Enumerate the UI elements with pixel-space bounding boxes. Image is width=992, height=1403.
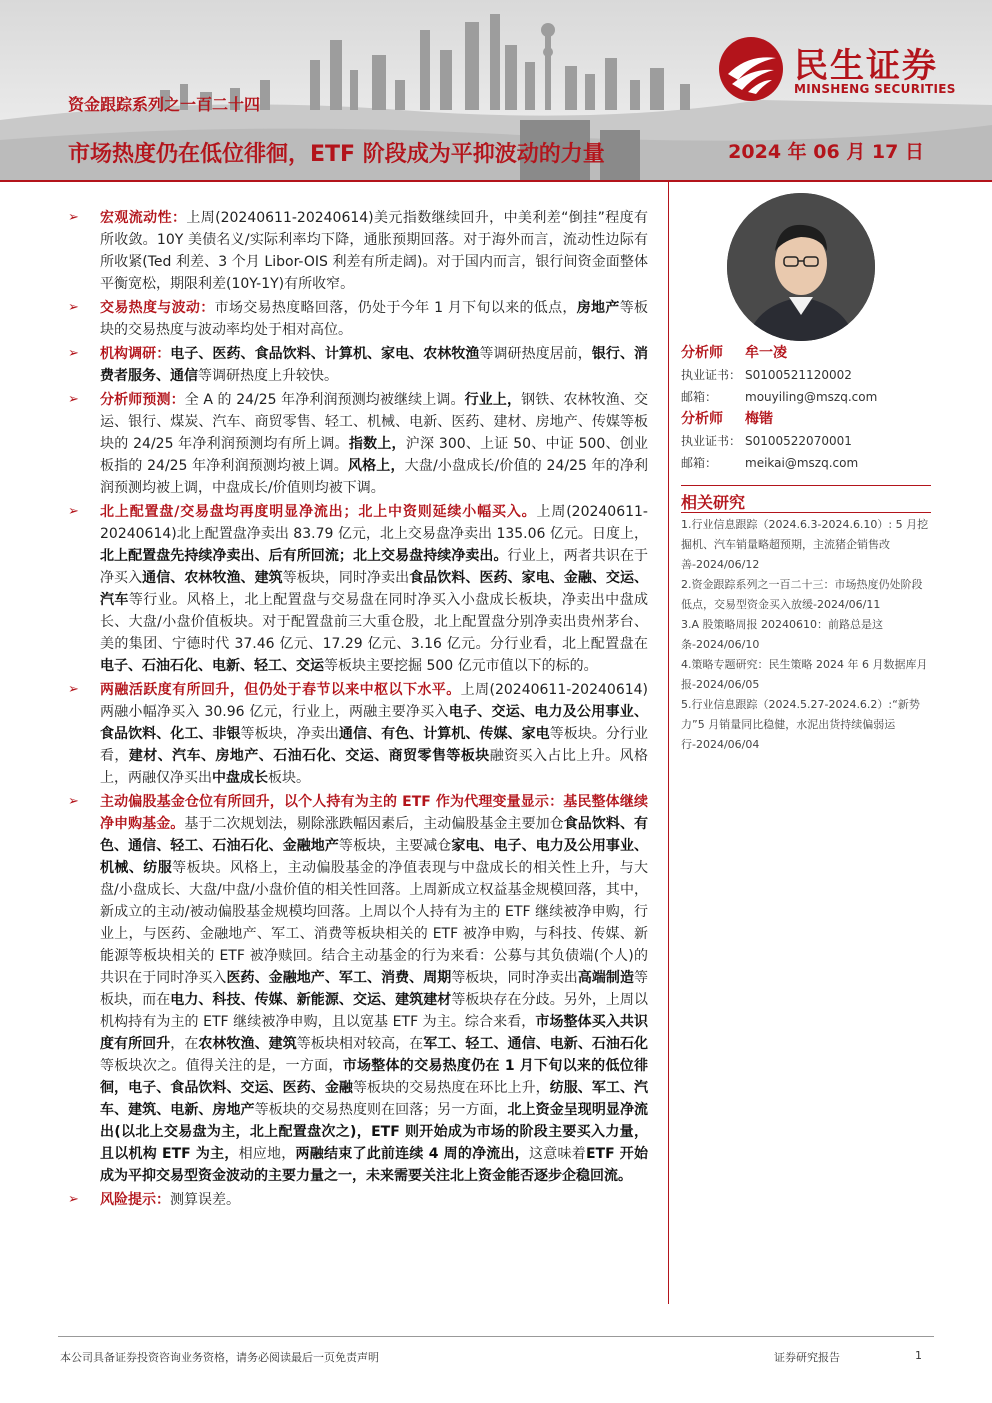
- bullet-risk-warning: ➢ 风险提示：测算误差。: [68, 1189, 648, 1211]
- related-item[interactable]: 2.资金跟踪系列之一百二十三：市场热度仍处阶段低点，交易型资金买入放缓-2024/06/11: [681, 578, 923, 611]
- related-divider-top: [681, 485, 931, 486]
- logo-english-name: MINSHENG SECURITIES: [794, 82, 956, 96]
- report-summary: [68, 207, 648, 1213]
- related-divider-bottom: [681, 512, 931, 513]
- minsheng-logo: [718, 36, 968, 100]
- analyst-2-cert-row: 执业证书： S0100522070001: [681, 434, 852, 448]
- arrow-bullet-icon: ➢: [68, 794, 79, 809]
- bullet-margin-trading: ➢ 两融活跃度有所回升，但仍处于春节以来中枢以下水平。上周(20240611-20240614)两融小幅净买入 30.96 亿元，行业上，两融主要净买入电子、交运、电力及公用事业、食品饮料、化工、非银等板块，净卖出通信、有色、计算机、传媒、家电等板块。分行业看，建材、汽车、房地产、石油石化、交运、商贸零售等板块融资买入占比上升。风格上，两融仅净买出中盘成长板块。: [68, 679, 648, 789]
- bullet-institutional-research: ➢ 机构调研：电子、医药、食品饮料、计算机、家电、农林牧渔等调研热度居前，银行、消费者服务、通信等调研热度上升较快。: [68, 343, 648, 387]
- arrow-bullet-icon: ➢: [68, 392, 79, 407]
- arrow-bullet-icon: ➢: [68, 682, 79, 697]
- analyst-2-email-link[interactable]: meikai@mszq.com: [745, 456, 859, 470]
- arrow-bullet-icon: ➢: [68, 210, 79, 225]
- page-number: 1: [915, 1349, 922, 1362]
- arrow-bullet-icon: ➢: [68, 1192, 79, 1207]
- bullet-analyst-forecast: ➢ 分析师预测：全 A 的 24/25 年净利润预测均被继续上调。行业上，钢铁、农林牧渔、交运、银行、煤炭、汽车、商贸零售、轻工、机械、电新、医药、建材、房地产、传媒等板块的 24/25 年净利润预测均有所上调。指数上，沪深 300、上证 50、中证 500、创业板指的 24/25 年净利润预测均被上调。风格上，大盘/小盘成长/价值的 24/25 年的净利润预测均被上调，中盘成长/价值则均被下调。: [68, 389, 648, 499]
- bullet-active-funds: ➢ 主动偏股基金仓位有所回升，以个人持有为主的 ETF 作为代理变量显示：基民整体继续净申购基金。基于二次规划法，剔除涨跌幅因素后，主动偏股基金主要加仓食品饮料、有色、通信、轻工、石油石化、金融地产等板块，主要减仓家电、电子、电力及公用事业、机械、纺服等板块。风格上，主动偏股基金的净值表现与中盘成长的相关性上升，与大盘/小盘成长、大盘/中盘/小盘价值的相关性回落。上周新成立权益基金规模回落，其中，新成立的主动/被动偏股基金规模均回落。上周以个人持有为主的 ETF 继续被净申购，行业上，与医药、金融地产、军工、消费等板块相关的 ETF 被净申购，与科技、传媒、新能源等板块相关的 ETF 被净赎回。结合主动基金的行为来看：公募与其负债端(个人)的共识在于同时净买入医药、金融地产、军工、消费、周期等板块，同时净卖出高端制造等板块，而在电力、科技、传媒、新能源、交运、建筑建材等板块存在分歧。另外，上周以机构持有为主的 ETF 继续被净申购，且以宽基 ETF 为主。综合来看，市场整体买入共识度有所回升，在农林牧渔、建筑等板块相对较高，在军工、轻工、通信、电新、石油石化等板块次之。值得关注的是，一方面，市场整体的交易热度仍在 1 月下旬以来的低位徘徊，电子、食品饮料、交运、医药、金融等板块的交易热度在环比上升，纺服、军工、汽车、建筑、电新、房地产等板块的交易热度则在回落；另一方面，北上资金呈现明显净流出(以北上交易盘为主，北上配置盘次之)，ETF 则开始成为市场的阶段主要买入力量，且以机构 ETF 为主，相应地，两融结束了此前连续 4 周的净流出，这意味着ETF 开始成为平抑交易型资金波动的主要力量之一，未来需要关注北上资金能否逐步企稳回流。: [68, 791, 648, 1187]
- report-date: 2024 年 06 月 17 日: [728, 141, 924, 163]
- report-series: 资金跟踪系列之一百二十四: [68, 95, 261, 114]
- footer-disclaimer: 本公司具备证券投资咨询业务资格，请务必阅读最后一页免责声明: [60, 1351, 379, 1364]
- report-title: 市场热度仍在低位徘徊，ETF 阶段成为平抑波动的力量: [68, 142, 605, 167]
- analyst-1-cert-row: 执业证书： S0100521120002: [681, 368, 852, 382]
- logo-chinese-name: 民生证券: [794, 46, 938, 86]
- bullet-northbound-flows: ➢ 北上配置盘/交易盘均再度明显净流出；北上中资则延续小幅买入。上周(20240611-20240614)北上配置盘净卖出 83.79 亿元，北上交易盘净卖出 135.06 亿元。日度上，北上配置盘先持续净卖出、后有所回流；北上交易盘持续净卖出。行业上，两者共识在于净买入通信、农林牧渔、建筑等板块，同时净卖出食品饮料、医药、家电、金融、交运、汽车等行业。风格上，北上配置盘与交易盘在同时净买入小盘成长板块，净卖出中盘成长、大盘/小盘价值板块。对于配置盘前三大重仓股，北上配置盘分别净卖出贵州茅台、美的集团、宁德时代 37.46 亿元、17.29 亿元、3.16 亿元。分行业看，北上配置盘在电子、石油石化、电新、轻工、交运等板块主要挖掘 500 亿元市值以下的标的。: [68, 501, 648, 677]
- analyst-2-name-row: 分析师 梅锴: [681, 411, 773, 427]
- bullet-macro-liquidity: ➢ 宏观流动性：上周(20240611-20240614)美元指数继续回升，中美利差“倒挂”程度有所收敛。10Y 美债名义/实际利率均下降，通胀预期回落。对于海外而言，流动性边际有所收紧(Ted 利差、3 个月 Libor-OIS 利差有所走阔)。对于国内而言，银行间资金面整体平衡宽松，期限利差(10Y-1Y)有所收窄。: [68, 207, 648, 295]
- related-research-title: 相关研究: [681, 493, 746, 512]
- analyst-1-name-row: 分析师 牟一凌: [681, 345, 787, 361]
- analyst-1-email-link[interactable]: mouyiling@mszq.com: [745, 390, 878, 404]
- related-research-list: [681, 515, 931, 755]
- minsheng-logo-icon: [718, 36, 784, 102]
- arrow-bullet-icon: ➢: [68, 346, 79, 361]
- column-divider: [668, 182, 669, 1304]
- bullet-trading-heat: ➢ 交易热度与波动：市场交易热度略回落，仍处于今年 1 月下旬以来的低点，房地产等板块的交易热度与波动率均处于相对高位。: [68, 297, 648, 341]
- related-item[interactable]: 3.A 股策略周报 20240610：前路总是这条-2024/06/10: [681, 618, 884, 651]
- analyst-2-email-row: 邮箱： meikai@mszq.com: [681, 452, 931, 474]
- footer-divider: [58, 1336, 934, 1337]
- analyst-1-email-row: 邮箱： mouyiling@mszq.com: [681, 386, 931, 408]
- header-banner: [0, 0, 992, 180]
- footer-doc-type: 证券研究报告: [774, 1351, 840, 1364]
- analyst-photo: [727, 193, 875, 341]
- arrow-bullet-icon: ➢: [68, 300, 79, 315]
- header-divider: [0, 180, 992, 182]
- analyst-portrait-icon: [727, 193, 875, 341]
- analyst-info: [681, 342, 931, 474]
- related-item[interactable]: 1.行业信息跟踪（2024.6.3-2024.6.10）: 5 月挖掘机、汽车销量略超预期，主流猪企销售改善-2024/06/12: [681, 518, 929, 571]
- related-item[interactable]: 5.行业信息跟踪（2024.5.27-2024.6.2）:“新势力”5 月销量同比稳健，水泥出货持续偏弱运行-2024/06/04: [681, 698, 920, 751]
- arrow-bullet-icon: ➢: [68, 504, 79, 519]
- related-item[interactable]: 4.策略专题研究：民生策略 2024 年 6 月数据库月报-2024/06/05: [681, 658, 928, 691]
